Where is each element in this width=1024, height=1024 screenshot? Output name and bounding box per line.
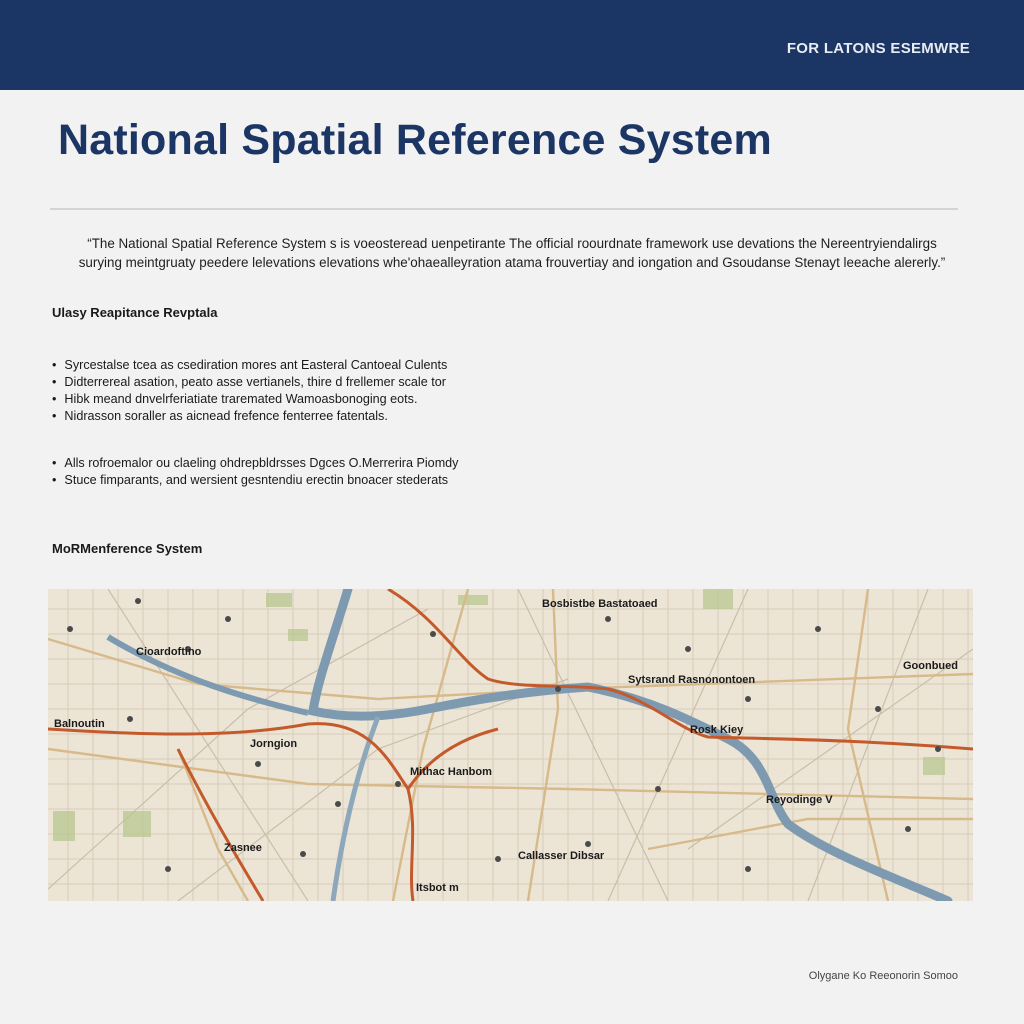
title-divider [50, 208, 958, 210]
map-label: Reyodinge V [766, 794, 833, 806]
footer-note: Olygane Ko Reeonorin Somoo [808, 970, 958, 982]
map-label: Bosbistbe Bastatoaed [542, 598, 658, 610]
intro-line-2: surying meintgruaty peedere lelevations elevations whe'ohaealleyration atama frouvertiay and iongation and Gsoudanse Stenayt leeache alererly.” [78, 255, 946, 270]
list-item: • Hibk meand dnvelrferiatiate traremated Wamoasbonoging eots. [52, 391, 447, 408]
map-label: Jorngion [250, 738, 298, 750]
list-item: • Nidrasson soraller as aicnead frefence fenterree fatentals. [52, 408, 447, 425]
map-label: Rosk Kiey [690, 724, 744, 736]
map-label: Sytsrand Rasnonontoen [628, 674, 756, 686]
banner-label: FOR LATONS ESEMWRE [786, 40, 970, 57]
list-item: • Stuce fimparants, and wersient gesntendiu erectin bnoacer stederats [52, 472, 458, 489]
map-section-heading: MoRMenference System [52, 541, 203, 556]
map-label: Itsbot m [416, 882, 459, 894]
map-canvas [48, 589, 973, 901]
list-item: • Syrcestalse tcea as csediration mores ant Easteral Cantoeal Culents [52, 357, 447, 374]
intro-paragraph [50, 234, 974, 272]
map-label: Callasser Dibsar [518, 850, 605, 862]
bullet-list-1 [52, 357, 447, 425]
page-title: National Spatial Reference System [58, 116, 772, 164]
top-banner [0, 0, 1024, 90]
bullet-list-2 [52, 455, 458, 489]
map-label: Cioardoftino [136, 646, 202, 658]
list-item: • Alls rofroemalor ou claeling ohdrepbldrsses Dgces O.Merrerira Piomdy [52, 455, 458, 472]
reference-map[interactable] [48, 589, 973, 901]
list-item: • Didterrereal asation, peato asse vertianels, thire d frellemer scale tor [52, 374, 447, 391]
map-label: Mithac Hanbom [410, 766, 492, 778]
map-label: Balnoutin [54, 718, 105, 730]
intro-line-1: “The National Spatial Reference System s is voeosteread uenpetirante The official roourdnate framework use devations the Nereentryiendalirgs [87, 236, 937, 251]
section-heading-1: Ulasy Reapitance Revptala [52, 305, 218, 320]
map-label: Zasnee [224, 842, 262, 854]
map-label: Goonbued [903, 660, 958, 672]
